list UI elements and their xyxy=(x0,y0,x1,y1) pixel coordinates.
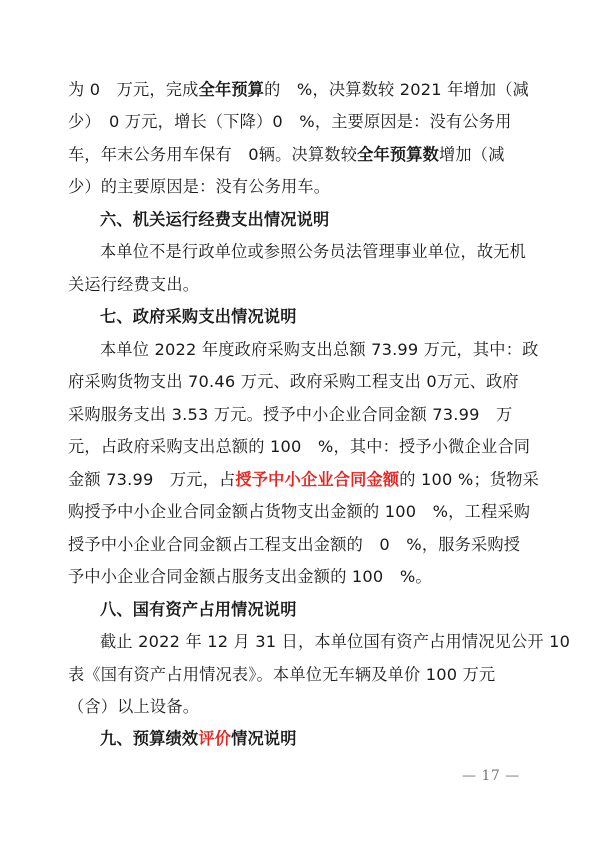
line-segment: 的 100 %；货物采 xyxy=(399,470,539,489)
line-segment: 的 %，决算数较 2021 年增加（减 xyxy=(264,80,530,99)
heading-segment: 九、预算绩效 xyxy=(100,729,199,748)
line-segment: 车，年末公务用车保有 0辆。决算数较 xyxy=(68,145,358,164)
paragraph-line: 元，占政府采购支出总额的 100 %，其中：授予小微企业合同 xyxy=(68,437,531,456)
paragraph-line: 本单位 2022 年度政府采购支出总额 73.99 万元，其中：政 xyxy=(100,340,539,359)
paragraph-line-mixed xyxy=(68,470,539,490)
paragraph-line: 购授予中小企业合同金额占货物支出金额的 100 %，工程采购 xyxy=(68,502,531,521)
section-heading: 六、机关运行经费支出情况说明 xyxy=(100,210,330,229)
page-number: — 17 — xyxy=(462,768,520,784)
section-heading xyxy=(100,729,297,749)
paragraph-line: 本单位不是行政单位或参照公务员法管理事业单位，故无机 xyxy=(100,242,527,261)
heading-segment: 情况说明 xyxy=(231,729,297,748)
paragraph-line: 授予中小企业合同金额占工程支出金额的 0 %，服务采购授 xyxy=(68,535,521,554)
bold-term: 全年预算 xyxy=(198,80,265,99)
highlighted-term: 评价 xyxy=(198,729,232,748)
section-heading: 七、政府采购支出情况说明 xyxy=(100,307,297,326)
section-heading: 八、国有资产占用情况说明 xyxy=(100,600,297,619)
paragraph-line: 表《国有资产占用情况表》。本单位无车辆及单价 100 万元 xyxy=(68,665,496,684)
paragraph-line: 关运行经费支出。 xyxy=(68,275,200,294)
paragraph-line: 采购服务支出 3.53 万元。授予中小企业合同金额 73.99 万 xyxy=(68,405,513,424)
paragraph-line: 截止 2022 年 12 月 31 日，本单位国有资产占用情况见公开 10 xyxy=(100,632,571,651)
highlighted-term: 授予中小企业合同金额 xyxy=(235,470,400,489)
line-segment: 为 0 万元，完成 xyxy=(68,80,199,99)
bold-term: 全年预算数 xyxy=(357,145,440,164)
paragraph-line: 予中小企业合同金额占服务支出金额的 100 %。 xyxy=(68,567,432,586)
paragraph-line-3 xyxy=(68,145,505,165)
paragraph-line-2: 少） 0 万元，增长（下降）0 %，主要原因是：没有公务用 xyxy=(68,112,512,131)
paragraph-line: （含）以上设备。 xyxy=(68,697,200,716)
paragraph-line: 府采购货物支出 70.46 万元、政府采购工程支出 0万元、政府 xyxy=(68,372,519,391)
paragraph-line-1 xyxy=(68,80,529,100)
line-segment: 增加（减 xyxy=(439,145,505,164)
paragraph-line-4: 少）的主要原因是：没有公务用车。 xyxy=(68,177,331,196)
line-segment: 金额 73.99 万元，占 xyxy=(68,470,236,489)
